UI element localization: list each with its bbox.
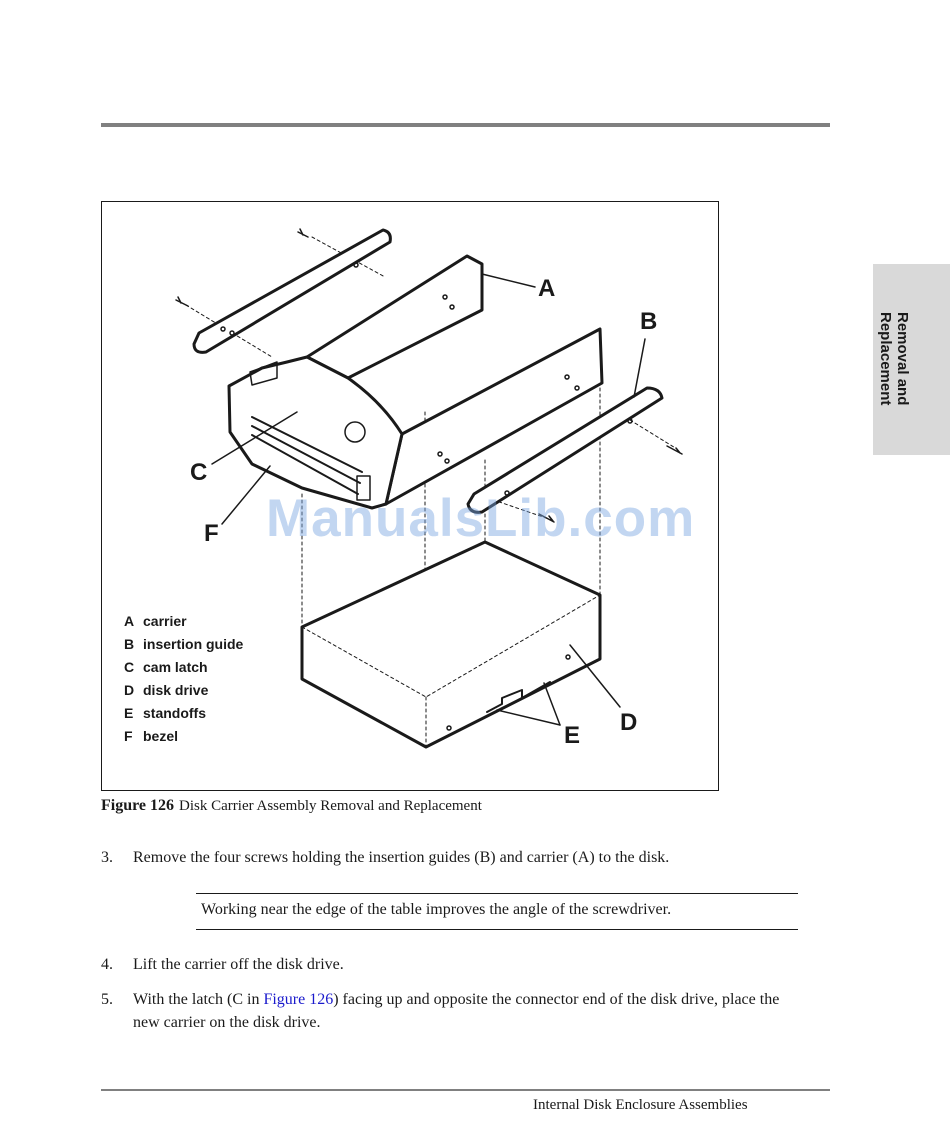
section-side-tab[interactable] (873, 264, 950, 455)
callout-b: B (640, 308, 658, 335)
step-text-after: ) facing up and opposite the connector end of the disk drive, place the new carrier on the disk drive. (133, 991, 780, 1031)
step-text-before: With the latch (C in (133, 991, 264, 1008)
callout-a: A (538, 275, 556, 302)
step-text (133, 988, 801, 1034)
note-rule-top (196, 893, 798, 894)
step-number: 3. (101, 849, 113, 866)
legend-label: disk drive (143, 682, 209, 698)
side-tab-line-2: Replacement (877, 312, 894, 406)
legend-key: D (124, 682, 135, 698)
legend-label: insertion guide (143, 636, 244, 652)
footer-rule (101, 1089, 830, 1091)
legend-key: F (124, 728, 133, 744)
callout-d: D (620, 709, 638, 736)
watermark: ManualsLib.com (266, 489, 696, 548)
legend-label: cam latch (143, 659, 208, 675)
step-text: Lift the carrier off the disk drive. (133, 956, 344, 973)
footer-text: Internal Disk Enclosure Assemblies (533, 1097, 748, 1113)
legend-label: standoffs (143, 705, 206, 721)
legend-item (124, 633, 243, 656)
figure-caption-text: Disk Carrier Assembly Removal and Replacement (179, 798, 482, 814)
callout-e: E (564, 722, 581, 749)
note-rule-bottom (196, 929, 798, 930)
legend-label: bezel (143, 728, 179, 744)
header-rule (101, 123, 830, 127)
legend-item (124, 656, 243, 679)
figure-link[interactable]: Figure 126 (263, 991, 334, 1008)
step-number: 4. (101, 956, 113, 973)
legend-item (124, 679, 243, 702)
legend-key: B (124, 636, 135, 652)
callout-f: F (204, 520, 219, 547)
figure-number: Figure 126 (101, 797, 175, 814)
note-text: Working near the edge of the table improves the angle of the screwdriver. (201, 901, 672, 918)
callout-c: C (190, 459, 208, 486)
side-tab-line-1: Removal and (894, 312, 911, 406)
step-text: Remove the four screws holding the insertion guides (B) and carrier (A) to the disk. (133, 849, 670, 866)
legend-item (124, 702, 243, 725)
legend-item (124, 725, 243, 748)
step-number: 5. (101, 991, 113, 1008)
legend-key: A (124, 613, 135, 629)
side-tab-label (877, 312, 911, 405)
legend-item (124, 610, 243, 633)
legend-label: carrier (143, 613, 187, 629)
legend-key: E (124, 705, 134, 721)
figure-caption (101, 797, 482, 815)
figure-legend (124, 610, 243, 748)
legend-key: C (124, 659, 135, 675)
